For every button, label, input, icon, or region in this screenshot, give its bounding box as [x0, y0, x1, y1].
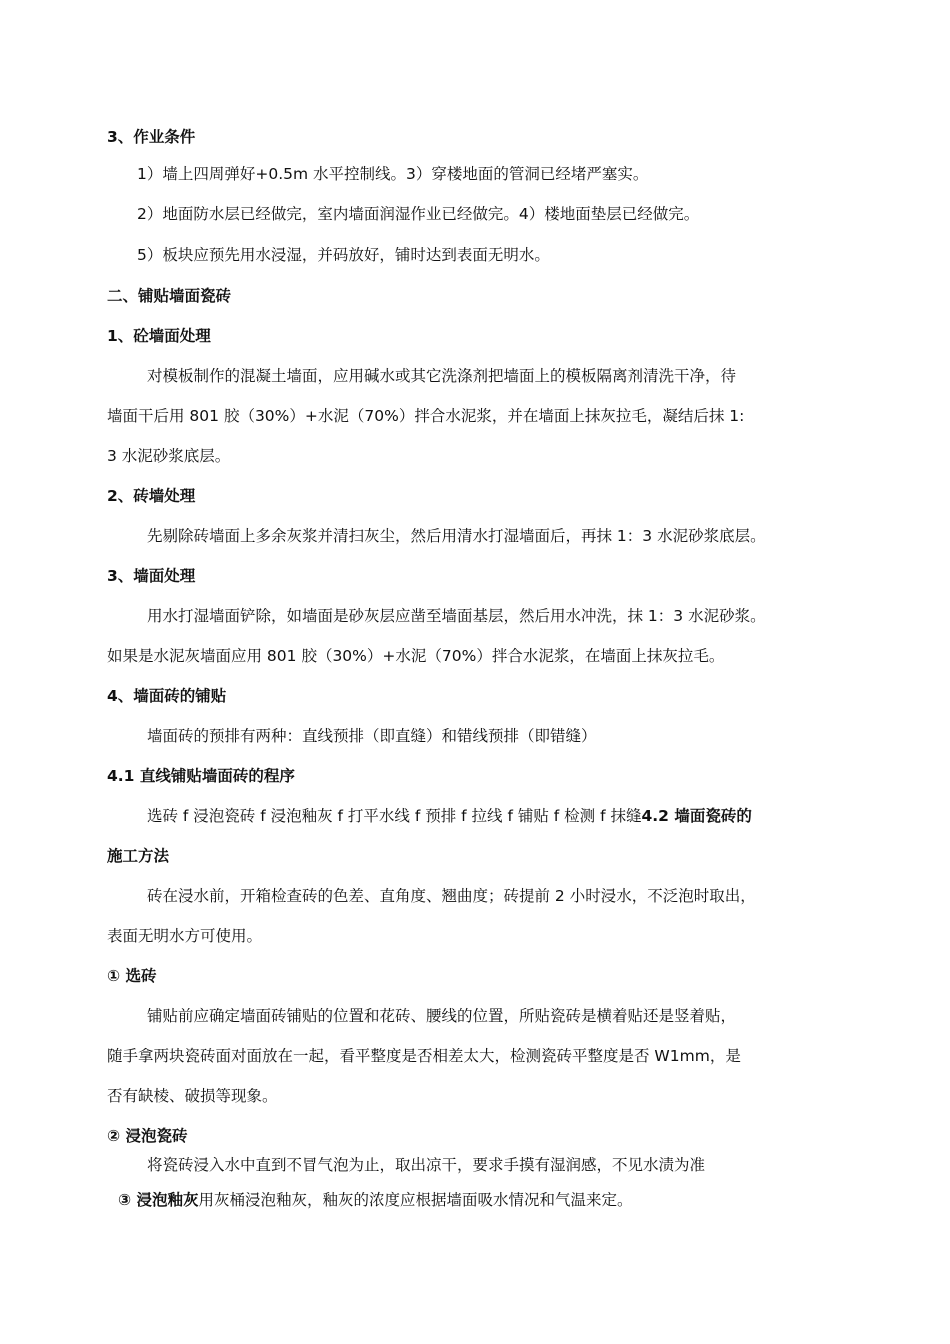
subsection-3-title: 3、墙面处理	[107, 567, 196, 585]
subsection-4-2-title-start: 4.2 墙面瓷砖的	[641, 807, 752, 825]
subsection-4-1-title: 4.1 直线铺贴墙面砖的程序	[107, 767, 295, 785]
step-1-para-line-2: 随手拿两块瓷砖面对面放在一起，看平整度是否相差太大，检测瓷砖平整度是否 W1mm，是	[107, 1047, 741, 1065]
subsection-4-para: 墙面砖的预排有两种：直线预排（即直缝）和错线预排（即错缝）	[147, 727, 597, 745]
step-3-title: ③ 浸泡釉灰	[118, 1191, 199, 1209]
step-3-line	[118, 1190, 633, 1210]
condition-2-4: 2）地面防水层已经做完，室内墙面润湿作业已经做完。4）楼地面垫层已经做完。	[137, 205, 700, 223]
subsection-4-2-para-line-2: 表面无明水方可使用。	[107, 927, 263, 945]
subsection-1-title: 1、砼墙面处理	[107, 327, 211, 345]
subsection-1-para-line-1: 对模板制作的混凝土墙面，应用碱水或其它洗涤剂把墙面上的模板隔离剂清洗干净，待	[147, 367, 737, 385]
procedure-steps: 选砖 f 浸泡瓷砖 f 浸泡釉灰 f 打平水线 f 预排 f 拉线 f 铺贴 f 检测 f 抹缝	[147, 807, 642, 825]
subsection-4-title: 4、墙面砖的铺贴	[107, 687, 227, 705]
subsection-3-para-line-2: 如果是水泥灰墙面应用 801 胶（30%）+水泥（70%）拌合水泥浆，在墙面上抹灰拉毛。	[107, 647, 725, 665]
subsection-4-2-title-end: 施工方法	[107, 847, 170, 865]
step-1-para-line-3: 否有缺棱、破损等现象。	[107, 1087, 278, 1105]
condition-5: 5）板块应预先用水浸湿，并码放好，铺时达到表面无明水。	[137, 246, 550, 264]
step-2-para: 将瓷砖浸入水中直到不冒气泡为止，取出凉干，要求手摸有湿润感，不见水渍为准	[147, 1156, 706, 1174]
subsection-4-1-procedure	[147, 806, 752, 826]
subsection-4-2-para-line-1: 砖在浸水前，开箱检查砖的色差、直角度、翘曲度；砖提前 2 小时浸水，不泛泡时取出，	[147, 887, 756, 905]
step-3-para: 用灰桶浸泡釉灰，釉灰的浓度应根据墙面吸水情况和气温来定。	[198, 1191, 633, 1209]
section-3-title: 3、作业条件	[107, 128, 196, 146]
subsection-2-para: 先剔除砖墙面上多余灰浆并清扫灰尘，然后用清水打湿墙面后，再抹 1：3 水泥砂浆底层。	[147, 527, 766, 545]
subsection-1-para-line-3: 3 水泥砂浆底层。	[107, 447, 231, 465]
step-1-para-line-1: 铺贴前应确定墙面砖铺贴的位置和花砖、腰线的位置，所贴瓷砖是横着贴还是竖着贴，	[147, 1007, 737, 1025]
step-2-title: ② 浸泡瓷砖	[107, 1127, 188, 1145]
subsection-3-para-line-1: 用水打湿墙面铲除，如墙面是砂灰层应凿至墙面基层，然后用水冲洗，抹 1：3 水泥砂浆。	[147, 607, 766, 625]
condition-1-3: 1）墙上四周弹好+0.5m 水平控制线。3）穿楼地面的管洞已经堵严塞实。	[137, 165, 649, 183]
step-1-title: ① 选砖	[107, 967, 157, 985]
part-2-title: 二、铺贴墙面瓷砖	[107, 287, 232, 305]
subsection-1-para-line-2: 墙面干后用 801 胶（30%）+水泥（70%）拌合水泥浆，并在墙面上抹灰拉毛，凝结后抹 1:	[107, 407, 745, 425]
subsection-2-title: 2、砖墙处理	[107, 487, 196, 505]
